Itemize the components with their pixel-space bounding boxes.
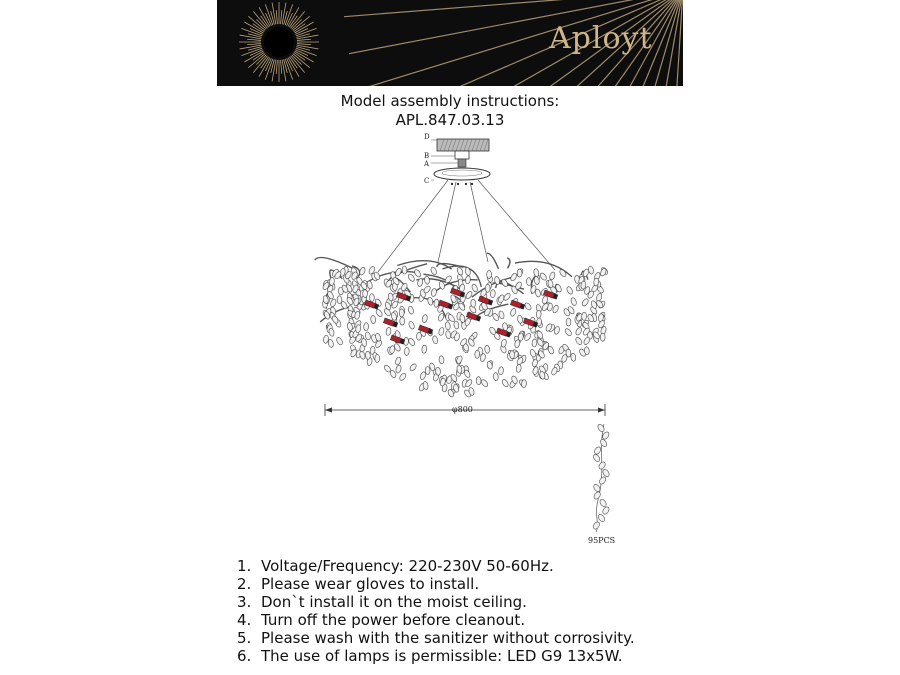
instruction-number: 1. [237, 557, 252, 575]
part-label-d: D [424, 133, 430, 141]
instruction-item [237, 593, 635, 611]
instruction-item [237, 575, 635, 593]
instruction-number: 3. [237, 593, 252, 611]
instruction-item [237, 629, 635, 647]
instruction-text: Turn off the power before cleanout. [261, 611, 526, 629]
instruction-text: Please wear gloves to install. [261, 575, 480, 593]
instruction-item [237, 557, 635, 575]
instruction-text: Voltage/Frequency: 220-230V 50-60Hz. [261, 557, 554, 575]
instruction-number: 4. [237, 611, 252, 629]
instruction-item [237, 611, 635, 629]
instruction-number: 5. [237, 629, 252, 647]
instruction-text: Please wash with the sanitizer without corrosivity. [261, 629, 635, 647]
instruction-text: The use of lamps is permissible: LED G9 13x5W. [261, 647, 623, 665]
instruction-item [237, 647, 635, 665]
instruction-number: 2. [237, 575, 252, 593]
diameter-label: φ800 [452, 405, 473, 414]
model-number: APL.847.03.13 [395, 111, 505, 129]
brand-name: Aployt [549, 21, 653, 56]
part-label-c: C [424, 177, 430, 185]
instruction-number: 6. [237, 647, 252, 665]
instruction-list [237, 557, 635, 665]
part-label-b: B [424, 152, 430, 160]
part-label-a: A [424, 160, 430, 168]
pendant-count-label: 95PCS [588, 536, 616, 545]
instruction-text: Don`t install it on the moist ceiling. [261, 593, 527, 611]
document-title: Model assembly instructions: [340, 92, 560, 110]
